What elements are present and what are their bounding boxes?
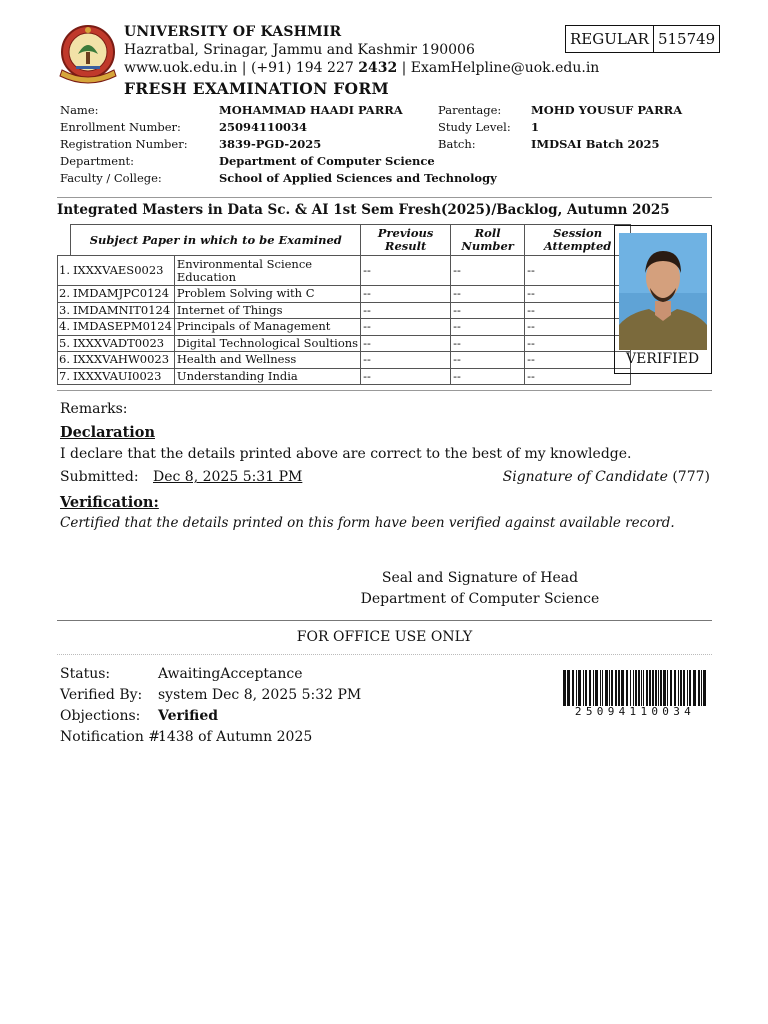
barcode-bar — [593, 670, 594, 706]
barcode-bar — [655, 670, 657, 706]
barcode-bar — [567, 670, 570, 706]
study-level-value: 1 — [531, 120, 540, 134]
barcode-bar — [680, 670, 682, 706]
objections-value: Verified — [158, 708, 219, 724]
office-use-heading: FOR OFFICE USE ONLY — [296, 629, 473, 645]
barcode-bar — [576, 670, 577, 706]
barcode-number: 25094110034 — [574, 705, 696, 718]
form-number-box — [565, 25, 720, 53]
university-logo — [56, 24, 120, 86]
barcode-bar — [652, 670, 654, 706]
university-contact: www.uok.edu.in | (+91) 194 227 2432 | ExamHelpline@uok.edu.in — [124, 60, 600, 76]
regular-label: REGULAR — [570, 30, 649, 48]
course-title: Integrated Masters in Data Sc. & AI 1st Sem Fresh(2025)/Backlog, Autumn 2025 — [57, 202, 670, 218]
barcode-bar — [649, 670, 651, 706]
barcode-bar — [667, 670, 668, 706]
barcode-bar — [621, 670, 624, 706]
table-row: 3. IMDAMNIT0124 Internet of Things -- -- -- — [58, 302, 631, 319]
barcode-bar — [660, 670, 662, 706]
divider — [57, 620, 712, 621]
barcode-bar — [635, 670, 637, 706]
verified-by-value: system Dec 8, 2025 5:32 PM — [158, 687, 362, 703]
declaration-heading: Declaration — [60, 424, 155, 441]
parentage-label: Parentage: — [438, 103, 502, 117]
verification-heading: Verification: — [60, 494, 159, 511]
student-info-right — [438, 102, 682, 153]
objections-label: Objections: — [60, 708, 141, 724]
barcode-bar — [643, 670, 644, 706]
table-row: 6. IXXXVAHW0023 Health and Wellness -- -- -- — [58, 352, 631, 369]
registration-value: 3839-PGD-2025 — [219, 137, 322, 151]
barcode — [563, 670, 707, 706]
status-label: Status: — [60, 666, 111, 682]
status-value: AwaitingAcceptance — [158, 666, 303, 682]
faculty-value: School of Applied Sciences and Technology — [219, 171, 497, 185]
barcode-bar — [578, 670, 581, 706]
barcode-bar — [663, 670, 666, 706]
candidate-signature: Signature of Candidate (777) — [502, 469, 710, 485]
barcode-bar — [572, 670, 574, 706]
barcode-bar — [602, 670, 603, 706]
barcode-bar — [674, 670, 676, 706]
barcode-bar — [609, 670, 610, 706]
registration-label: Registration Number: — [60, 137, 188, 151]
barcode-bar — [646, 670, 648, 706]
table-row: 7. IXXXVAUI0023 Understanding India -- -- -- — [58, 368, 631, 385]
photo-box — [614, 225, 712, 374]
barcode-bar — [638, 670, 640, 706]
form-title: FRESH EXAMINATION FORM — [124, 79, 389, 98]
photo-verified-label: VERIFIED — [625, 351, 700, 367]
office-status — [60, 664, 361, 748]
subjects-table — [57, 224, 631, 385]
barcode-bar — [605, 670, 608, 706]
department-label: Department: — [60, 154, 134, 168]
table-header-blank — [58, 225, 71, 256]
university-address: Hazratbal, Srinagar, Jammu and Kashmir 190006 — [124, 42, 475, 58]
barcode-bar — [658, 670, 659, 706]
barcode-bar — [630, 670, 631, 706]
enrollment-value: 25094110034 — [219, 120, 308, 134]
student-info-left — [60, 102, 497, 187]
verification-text: Certified that the details printed on this form have been verified against available record. — [60, 515, 675, 531]
barcode-bar — [703, 670, 706, 706]
notification-value: 1438 of Autumn 2025 — [158, 729, 313, 745]
batch-label: Batch: — [438, 137, 476, 151]
barcode-bar — [600, 670, 601, 706]
barcode-bar — [698, 670, 700, 706]
remarks-label: Remarks: — [60, 401, 128, 417]
name-label: Name: — [60, 103, 99, 117]
enrollment-label: Enrollment Number: — [60, 120, 181, 134]
table-row: 2. IMDAMJPC0124 Problem Solving with C -- -- -- — [58, 286, 631, 303]
barcode-bar — [626, 670, 628, 706]
divider — [57, 390, 712, 391]
department-value: Department of Computer Science — [219, 154, 435, 168]
form-number: 515749 — [653, 26, 719, 52]
barcode-bar — [633, 670, 634, 706]
barcode-bar — [678, 670, 679, 706]
barcode-bar — [615, 670, 617, 706]
barcode-bar — [585, 670, 587, 706]
parentage-value: MOHD YOUSUF PARRA — [531, 103, 683, 117]
batch-value: IMDSAI Batch 2025 — [531, 137, 660, 151]
barcode-bar — [701, 670, 702, 706]
barcode-bar — [563, 670, 566, 706]
divider — [57, 197, 712, 198]
table-header-subject: Subject Paper in which to be Examined — [71, 225, 361, 256]
barcode-bar — [683, 670, 685, 706]
seal-line-1: Seal and Signature of Head — [381, 570, 579, 586]
declaration-text: I declare that the details printed above are correct to the best of my knowledge. — [60, 446, 632, 462]
barcode-bar — [611, 670, 613, 706]
barcode-bar — [670, 670, 672, 706]
barcode-bar — [687, 670, 688, 706]
submitted-value: Dec 8, 2025 5:31 PM — [153, 469, 303, 485]
study-level-label: Study Level: — [438, 120, 511, 134]
table-header-session-attempted: Session Attempted — [525, 225, 631, 256]
faculty-label: Faculty / College: — [60, 171, 162, 185]
barcode-bar — [689, 670, 691, 706]
notification-label: Notification #: — [60, 729, 165, 745]
seal-line-2: Department of Computer Science — [360, 591, 600, 607]
barcode-bar — [583, 670, 584, 706]
table-header-roll-number: Roll Number — [451, 225, 525, 256]
divider — [57, 654, 712, 655]
submitted-label: Submitted: — [60, 469, 139, 485]
barcode-bar — [618, 670, 620, 706]
table-row: 4. IMDASEPM0124 Principals of Management -- -- -- — [58, 319, 631, 336]
barcode-bar — [589, 670, 591, 706]
table-header-previous-result: Previous Result — [361, 225, 451, 256]
table-row: 5. IXXXVADT0023 Digital Technological Soultions -- -- -- — [58, 335, 631, 352]
barcode-bar — [595, 670, 598, 706]
table-row: 1. IXXXVAES0023 Environmental Science Education -- -- -- — [58, 256, 631, 286]
verified-by-label: Verified By: — [60, 687, 143, 703]
barcode-bar — [641, 670, 642, 706]
name-value: MOHAMMAD HAADI PARRA — [219, 103, 403, 117]
candidate-photo — [619, 233, 707, 350]
university-name: UNIVERSITY OF KASHMIR — [124, 24, 342, 40]
barcode-bar — [693, 670, 696, 706]
